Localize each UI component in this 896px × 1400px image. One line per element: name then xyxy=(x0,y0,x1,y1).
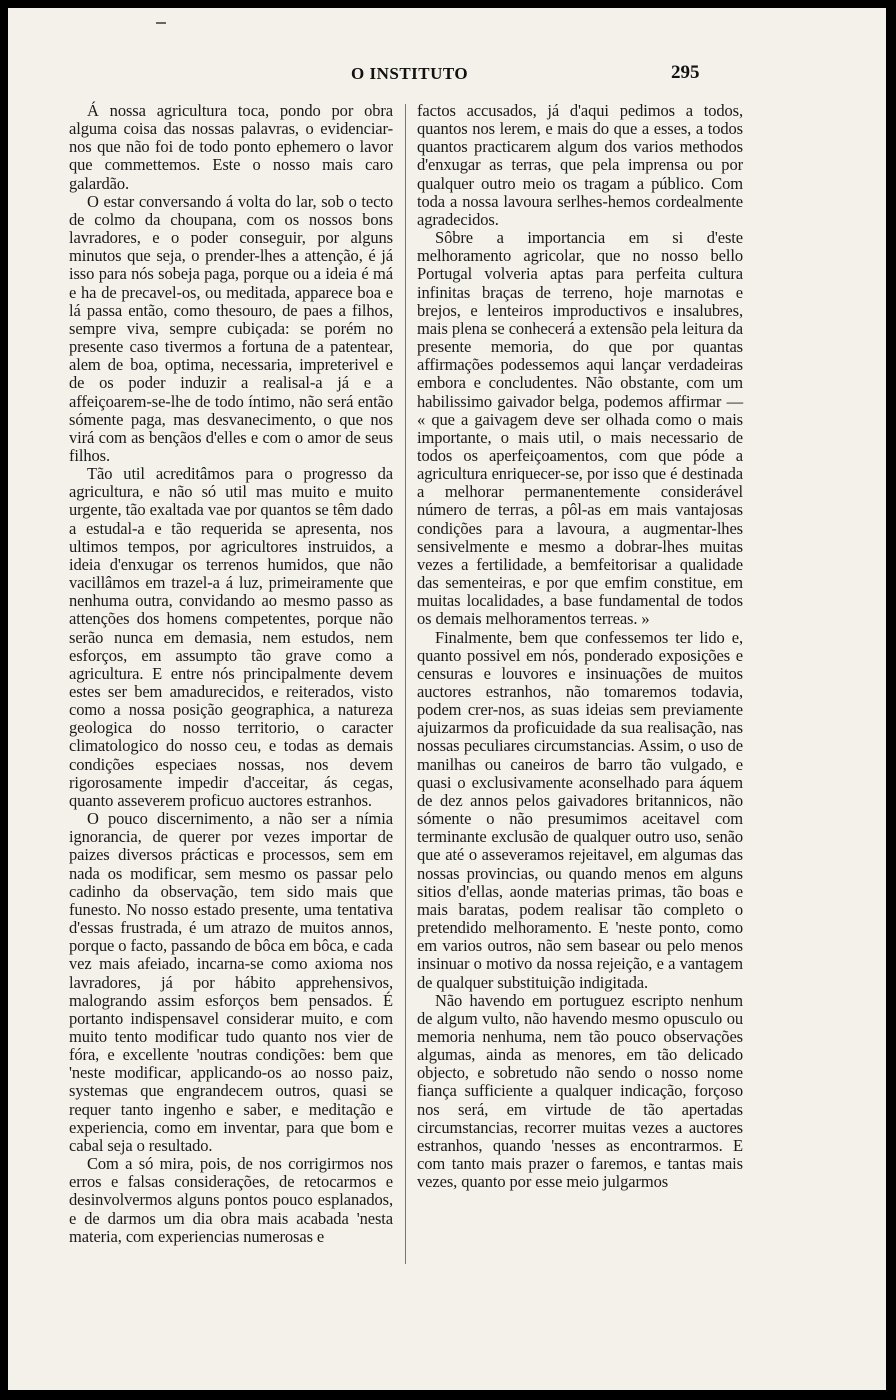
paragraph: O estar conversando á volta do lar, sob o tecto de colmo da choupana, com os nossos bons lavradores, e o poder conseguir, por alguns minutos que seja, o prender-lhes a attenção, é já isso para nós sobeja paga, porque ou a ideia é má e ha de precavel-os, ou meditada, apparece boa e lá passa então, como thesouro, de paes a filhos, sempre viva, sempre cubiçada: se porém no presente caso tivermos a fortuna de a patentear, alem de boa, optima, necessaria, impreterivel e de os poder induzir a realisal-a já e a affeiçoarem-se-lhe de todo íntimo, não será então sómente paga, mas desvanecimento, o que nos virá com as bençãos d'elles e com o amor de seus filhos. xyxy=(69,191,393,465)
paragraph: Sôbre a importancia em si d'este melhoramento agricolar, que no nosso bello Portugal volveria aptas para perfeita cultura infinitas braças de terreno, hoje marnotas e brejos, e lenteiros improductivos e insalubres, mais plena se conhecerá a extensão pela leitura da presente memoria, do que por quantas affirmações podessemos aqui lançar verdadeiras embora e concludentes. Não obstante, com um habilissimo gaivador belga, podemos affirmar — « que a gaivagem deve ser olhada como o mais importante, o mais util, o mais necessario de todos os aperfeiçoamentos, com que póde a agricultura enriquecer-se, por isso que é destinada a melhorar permanentemente considerável número de terras, a pôl-as em mais vantajosas condições para a lavoura, a augmentar-lhes sensivelmente e mesmo a dobrar-lhes muitas vezes a fertilidade, a bemfeitorisar a qualidade das sementeiras, e por que emfim constitue, em muitas localidades, a base fundamental de todos os demais melhoramentos terreas. » xyxy=(417,228,743,629)
column-divider xyxy=(405,104,406,1264)
paragraph: Tão util acreditâmos para o progresso da agricultura, e não só util mas muito e muito urgente, tão exaltada vae por quantos se têm dado a estudal-a e tão requerida se apresenta, nos ultimos tempos, por agricultores instruidos, a ideia d'enxugar os terrenos humidos, que não vacillâmos em trazel-a á luz, primeiramente que nenhuma outra, convidando ao mesmo passo as attenções dos homens competentes, porque não serão nunca em demasia, nem estudos, nem esforços, em assumpto tão grave como a agricultura. E entre nós principalmente devem estes ser bem amadurecidos, e reiterados, visto como a nossa posição geographica, a natureza geologica do nosso territorio, o caracter climatologico do nosso ceu, e todas as demais condições especiaes nossas, nos devem rigorosamente impedir d'acceitar, ás cegas, quanto asseverem proficuo auctores estranhos. xyxy=(69,464,393,810)
paragraph: Não havendo em portuguez escripto nenhum de algum vulto, não havendo mesmo opusculo ou memoria nenhuma, nem tão pouco observações algumas, ainda as menores, em tão delicado objecto, e sobretudo não sendo o nosso nome fiança sufficiente a qualquer indicação, forçoso nos será, em virtude de tão apertadas circumstancias, recorrer muitas vezes a auctores estranhos, quando 'nesses as encontrarmos. E com tanto mais prazer o faremos, e tantas mais vezes, quanto por esse meio julgarmos xyxy=(417,990,743,1192)
paragraph: factos accusados, já d'aqui pedimos a todos, quantos nos lerem, e mais do que a esses, a todos quantos practicarem algum dos varios methodos d'enxugar as terras, que pela imprensa ou por qualquer outro meio os tragam a público. Com toda a nossa lavoura serlhes-hemos cordealmente agradecidos. xyxy=(417,101,743,229)
paragraph: O pouco discernimento, a não ser a nímia ignorancia, de querer por vezes importar de paizes diversos prácticas e processos, sem em nada os modificar, sem mesmo os passar pelo cadinho da observação, tem sido mais que funesto. No nosso estado presente, uma tentativa d'essas frustrada, é um atrazo de muitos annos, porque o facto, passando de bôca em bôca, e cada vez mais afeiado, incarna-se como axioma nos lavradores, já por hábito apprehensivos, malogrando assim esforços bem pensados. É portanto indispensavel considerar muito, e com muito tento modificar tudo quanto nos vier de fóra, e excellente 'noutras condições: bem que 'neste modificar, applicando-os ao nosso paiz, systemas que engrandecem outros, quasi se requer tanto ingenho e saber, e meditação e experiencia, como em inventar, para que bom e cabal seja o resultado. xyxy=(69,809,393,1155)
page-header xyxy=(8,64,886,86)
right-column xyxy=(417,102,743,1191)
document-page xyxy=(8,8,886,1390)
print-mark xyxy=(156,22,166,24)
running-title: O INSTITUTO xyxy=(351,64,469,83)
paragraph: Finalmente, bem que confessemos ter lido e, quanto possivel em nós, ponderado exposições e censuras e louvores e insinuações de muitos auctores estranhos, não tomaremos todavia, podem crer-nos, as suas ideias sem previamente ajuizarmos da proficuidade da sua realisação, nas nossas peculiares circumstancias. Assim, o uso de manilhas ou caneiros de barro tão vulgado, e quasi o exclusivamente aconselhado para áquem de dez annos pelos gaivadores britannicos, não sómente o não presumimos aceitavel com terminante exclusão de qualquer outro uso, senão que até o asseveramos rejeitavel, em algumas das nossas provincias, ou quando menos em alguns sitios d'ellas, aonde materias primas, tão boas e mais baratas, podem realisar tão completo o pretendido melhoramento. E 'neste ponto, como em varios outros, não sem basear ou pelo menos insinuar o motivo da nossa rejeição, e a vantagem de qualquer substituição indigitada. xyxy=(417,627,743,992)
left-column xyxy=(69,102,393,1246)
page-number: 295 xyxy=(671,62,700,83)
paragraph: Á nossa agricultura toca, pondo por obra alguma coisa das nossas palavras, o evidenciar-nos que não foi de todo ponto ephemero o lavor que commettemos. Este o nosso mais caro galardão. xyxy=(69,101,393,193)
paragraph: Com a só mira, pois, de nos corrigirmos nos erros e falsas considerações, de retocarmos e desinvolvermos alguns pontos pouco esplanados, e de darmos um dia obra mais acabada 'nesta materia, com experiencias numerosas e xyxy=(69,1154,393,1246)
